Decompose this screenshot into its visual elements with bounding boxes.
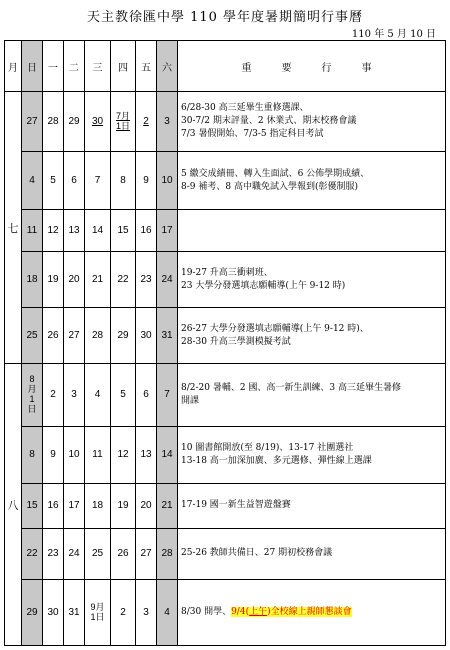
day-number: 6 — [143, 389, 149, 401]
day-number: 11 — [92, 449, 103, 461]
week-row — [5, 152, 446, 210]
day-cell — [43, 252, 64, 308]
day-number: 2 — [50, 389, 56, 401]
day-cell — [85, 92, 111, 152]
day-cell — [111, 308, 136, 364]
day-cell — [64, 92, 85, 152]
day-cell — [64, 528, 85, 580]
calendar-table — [4, 40, 446, 646]
day-number: 18 — [26, 274, 38, 286]
day-number: 7 — [94, 175, 101, 187]
day-number: 12 — [47, 225, 59, 237]
header-month: 月 — [5, 41, 22, 92]
day-number: 4 — [94, 389, 101, 401]
day-cell — [136, 580, 157, 646]
day-number: 25 — [91, 548, 104, 560]
day-number: 11 — [26, 225, 38, 237]
day-number: 26 — [47, 330, 59, 342]
day-number: 21 — [91, 274, 104, 286]
day-cell — [22, 252, 43, 308]
day-number: 9月1日 — [90, 602, 105, 623]
day-number: 7 — [164, 389, 170, 401]
day-cell — [22, 580, 43, 646]
event-line: 8/2-20 暑輔、2 國、高一新生訓練、3 高三延畢生暑修 — [181, 382, 402, 393]
week-row — [5, 364, 446, 426]
week-row — [5, 210, 446, 252]
highlight-pre: 9/4( — [231, 607, 250, 618]
day-number: 29 — [117, 330, 129, 342]
day-number: 2 — [120, 607, 126, 619]
day-cell — [111, 210, 136, 252]
day-cell — [22, 364, 43, 426]
day-cell — [64, 210, 85, 252]
week-row — [5, 580, 446, 646]
day-number: 5 — [50, 175, 56, 187]
day-cell — [85, 580, 111, 646]
day-number: 10 — [68, 449, 80, 461]
day-cell — [64, 152, 85, 210]
day-cell — [22, 308, 43, 364]
events-cell — [178, 308, 446, 364]
month-august: 八 — [5, 364, 22, 646]
header-tue: 二 — [64, 41, 85, 92]
day-cell — [136, 252, 157, 308]
day-number: 9 — [143, 175, 149, 187]
highlight-red: 上午 — [249, 607, 268, 618]
day-cell — [85, 308, 111, 364]
day-number: 20 — [68, 274, 80, 286]
event-line: 8/30 開學、 — [181, 607, 232, 618]
day-cell — [157, 210, 178, 252]
event-line: 13-18 高一加深加廣、多元選修、彈性線上選課 — [181, 455, 372, 466]
day-number: 15 — [26, 500, 38, 512]
day-number: 16 — [140, 225, 152, 237]
day-number: 3 — [71, 389, 77, 401]
day-cell — [111, 426, 136, 483]
day-number: 8月1日 — [27, 374, 37, 415]
events-cell — [178, 483, 446, 528]
event-line: 19-27 升高三衝刺班、 — [181, 267, 273, 278]
day-number: 29 — [26, 607, 38, 619]
event-line: 30-7/2 期末評量、2 休業式、期末校務會議 — [181, 116, 357, 127]
day-number: 21 — [161, 500, 173, 512]
day-number: 18 — [91, 500, 104, 512]
day-number: 14 — [91, 225, 104, 237]
day-cell — [43, 210, 64, 252]
day-number: 13 — [140, 449, 152, 461]
day-number: 16 — [47, 500, 59, 512]
day-cell — [136, 483, 157, 528]
day-number: 14 — [161, 449, 173, 461]
day-cell — [85, 152, 111, 210]
month-july: 七 — [5, 92, 22, 364]
week-row — [5, 426, 446, 483]
day-cell — [111, 483, 136, 528]
day-number: 17 — [161, 225, 173, 237]
day-cell — [43, 92, 64, 152]
day-cell — [136, 92, 157, 152]
header-wed: 三 — [85, 41, 111, 92]
events-cell — [178, 92, 446, 152]
week-row — [5, 308, 446, 364]
events-cell — [178, 426, 446, 483]
day-cell — [111, 364, 136, 426]
day-cell — [22, 528, 43, 580]
week-row — [5, 528, 446, 580]
events-cell — [178, 152, 446, 210]
day-cell — [22, 210, 43, 252]
day-number: 31 — [68, 607, 80, 619]
events-cell — [178, 528, 446, 580]
day-cell — [136, 426, 157, 483]
day-number: 24 — [161, 274, 173, 286]
day-cell — [43, 483, 64, 528]
events-cell — [178, 252, 446, 308]
day-cell — [64, 364, 85, 426]
day-number: 13 — [68, 225, 80, 237]
day-cell — [43, 580, 64, 646]
day-number: 23 — [47, 548, 59, 560]
events-cell — [178, 364, 446, 426]
highlighted-event — [231, 607, 352, 617]
day-number: 28 — [91, 330, 104, 342]
event-line: 23 大學分發選填志願輔導(上午 9-12 時) — [181, 280, 346, 291]
events-cell — [178, 210, 446, 252]
day-cell — [136, 528, 157, 580]
day-cell — [43, 528, 64, 580]
day-cell — [157, 528, 178, 580]
day-cell — [111, 528, 136, 580]
event-line: 8-9 補考、8 高中職免試入學報到(彰優制服) — [181, 181, 358, 192]
day-cell — [22, 483, 43, 528]
event-line: 17-19 國一新生益智遊盤賽 — [181, 500, 291, 511]
header-sun: 日 — [22, 41, 43, 92]
header-mon: 一 — [43, 41, 64, 92]
day-cell — [111, 252, 136, 308]
event-line: 26-27 大學分發選填志願輔導(上午 9-12 時)、 — [181, 323, 369, 334]
day-number: 27 — [68, 330, 80, 342]
day-number: 22 — [26, 548, 38, 560]
day-cell — [43, 426, 64, 483]
day-number: 4 — [164, 607, 170, 619]
day-number: 3 — [143, 607, 149, 619]
day-cell — [111, 152, 136, 210]
day-number: 4 — [29, 175, 35, 187]
day-cell — [85, 210, 111, 252]
day-cell — [157, 92, 178, 152]
day-cell — [22, 152, 43, 210]
day-cell — [157, 252, 178, 308]
day-cell — [43, 364, 64, 426]
issue-date: 110 年 5 月 10 日 — [351, 29, 436, 40]
header-thu: 四 — [111, 41, 136, 92]
day-number: 22 — [117, 274, 129, 286]
day-number: 19 — [47, 274, 59, 286]
day-number: 3 — [164, 116, 170, 128]
day-cell — [111, 92, 136, 152]
day-number: 12 — [117, 449, 129, 461]
day-number: 10 — [161, 175, 173, 187]
day-number: 6 — [71, 175, 77, 187]
highlight-post: )全校線上親師懇談會 — [267, 607, 352, 618]
day-number: 20 — [140, 500, 152, 512]
day-cell — [43, 152, 64, 210]
day-cell — [64, 426, 85, 483]
day-number: 9 — [50, 449, 56, 461]
day-cell — [157, 308, 178, 364]
day-number: 29 — [68, 116, 80, 128]
day-cell — [64, 580, 85, 646]
header-fri: 五 — [136, 41, 157, 92]
page-title: 天主教徐匯中學 110 學年度暑期簡明行事曆 — [86, 10, 364, 25]
day-number: 24 — [68, 548, 80, 560]
day-number: 30 — [47, 607, 59, 619]
event-line: 10 圖書館開放(至 8/19)、13-17 社團選社 — [181, 442, 354, 453]
day-number: 23 — [140, 274, 152, 286]
day-cell — [64, 252, 85, 308]
header-sat: 六 — [157, 41, 178, 92]
day-number: 8 — [120, 175, 126, 187]
event-line: 25-26 教師共備日、27 期初校務會議 — [181, 548, 333, 559]
day-number: 25 — [26, 330, 38, 342]
day-number: 7月1日 — [116, 111, 131, 132]
events-cell — [178, 580, 446, 646]
day-cell — [64, 308, 85, 364]
header-events: 重 要 行 事 — [178, 41, 446, 92]
header-row — [5, 41, 446, 92]
day-cell — [85, 483, 111, 528]
day-cell — [157, 580, 178, 646]
event-line: 5 繳交成績冊、轉入生面試、6 公佈學期成績、 — [181, 168, 370, 179]
day-cell — [157, 364, 178, 426]
day-cell — [43, 308, 64, 364]
day-number: 27 — [26, 116, 38, 128]
day-cell — [111, 580, 136, 646]
day-number: 17 — [68, 500, 80, 512]
day-number: 26 — [117, 548, 129, 560]
day-cell — [22, 426, 43, 483]
day-cell — [136, 152, 157, 210]
day-cell — [136, 210, 157, 252]
day-number: 2 — [143, 116, 149, 128]
day-cell — [85, 528, 111, 580]
week-row — [5, 483, 446, 528]
day-number: 30 — [91, 116, 104, 128]
day-number: 8 — [29, 449, 35, 461]
day-cell — [136, 308, 157, 364]
day-cell — [22, 92, 43, 152]
week-row — [5, 252, 446, 308]
day-cell — [85, 364, 111, 426]
event-line: 開課 — [181, 395, 200, 406]
day-cell — [157, 152, 178, 210]
event-line: 6/28-30 高三延畢生重修選課、 — [181, 103, 309, 114]
day-number: 28 — [47, 116, 59, 128]
day-cell — [64, 483, 85, 528]
day-cell — [157, 483, 178, 528]
day-number: 15 — [117, 225, 129, 237]
day-number: 30 — [140, 330, 152, 342]
event-line: 7/3 暑假開始、7/3-5 指定科目考試 — [181, 129, 324, 140]
day-number: 27 — [140, 548, 152, 560]
day-number: 19 — [117, 500, 129, 512]
day-number: 28 — [161, 548, 173, 560]
event-line: 28-30 升高三學測模擬考試 — [181, 336, 291, 347]
day-cell — [157, 426, 178, 483]
week-row — [5, 92, 446, 152]
day-cell — [136, 364, 157, 426]
day-cell — [85, 426, 111, 483]
day-cell — [85, 252, 111, 308]
day-number: 31 — [161, 330, 173, 342]
day-number: 5 — [120, 389, 126, 401]
